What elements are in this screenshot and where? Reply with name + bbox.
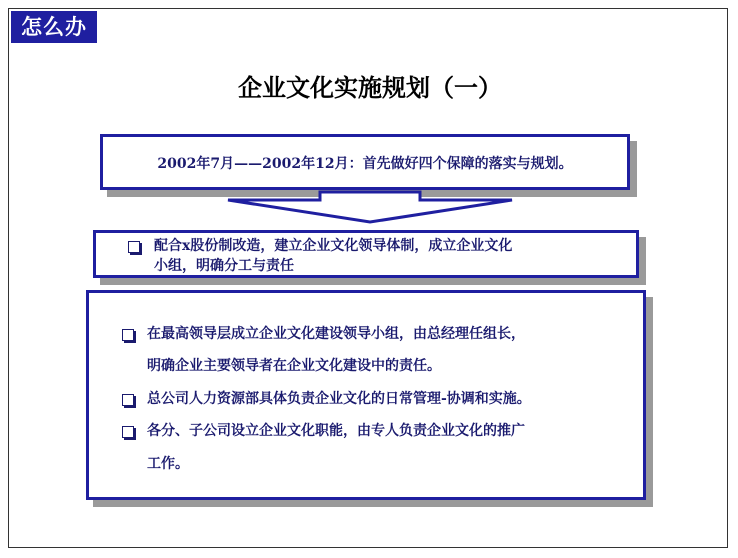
checkbox-bullet-icon <box>122 329 134 341</box>
detail-item-1-line-2: 明确企业主要领导者在企业文化建设中的责任。 <box>147 358 441 374</box>
detail-item-1-line-1: 在最高领导层成立企业文化建设领导小组，由总经理任组长， <box>147 326 525 342</box>
section-tag: 怎么办 <box>11 11 97 43</box>
phase-text: 2002年7月——2002年12月：首先做好四个保障的落实与规划。 <box>157 156 573 172</box>
checkbox-bullet-icon <box>122 426 134 438</box>
detail-item-2-line-1: 总公司人力资源部具体负责企业文化的日常管理-协调和实施。 <box>147 391 531 407</box>
detail-box <box>86 290 646 500</box>
checkbox-bullet-icon <box>122 394 134 406</box>
initiative-box <box>93 230 639 278</box>
phase-box <box>100 134 630 190</box>
initiative-line-2: 小组，明确分工与责任 <box>154 258 294 274</box>
detail-item-3-line-1: 各分、子公司设立企业文化职能，由专人负责企业文化的推广 <box>147 423 525 439</box>
checkbox-bullet-icon <box>128 241 140 253</box>
down-arrow-icon <box>220 190 520 224</box>
detail-item-3-line-2: 工作。 <box>147 456 189 472</box>
page-title: 企业文化实施规划（一） <box>238 74 502 102</box>
initiative-line-1: 配合x股份制改造，建立企业文化领导体制，成立企业文化 <box>154 238 513 254</box>
